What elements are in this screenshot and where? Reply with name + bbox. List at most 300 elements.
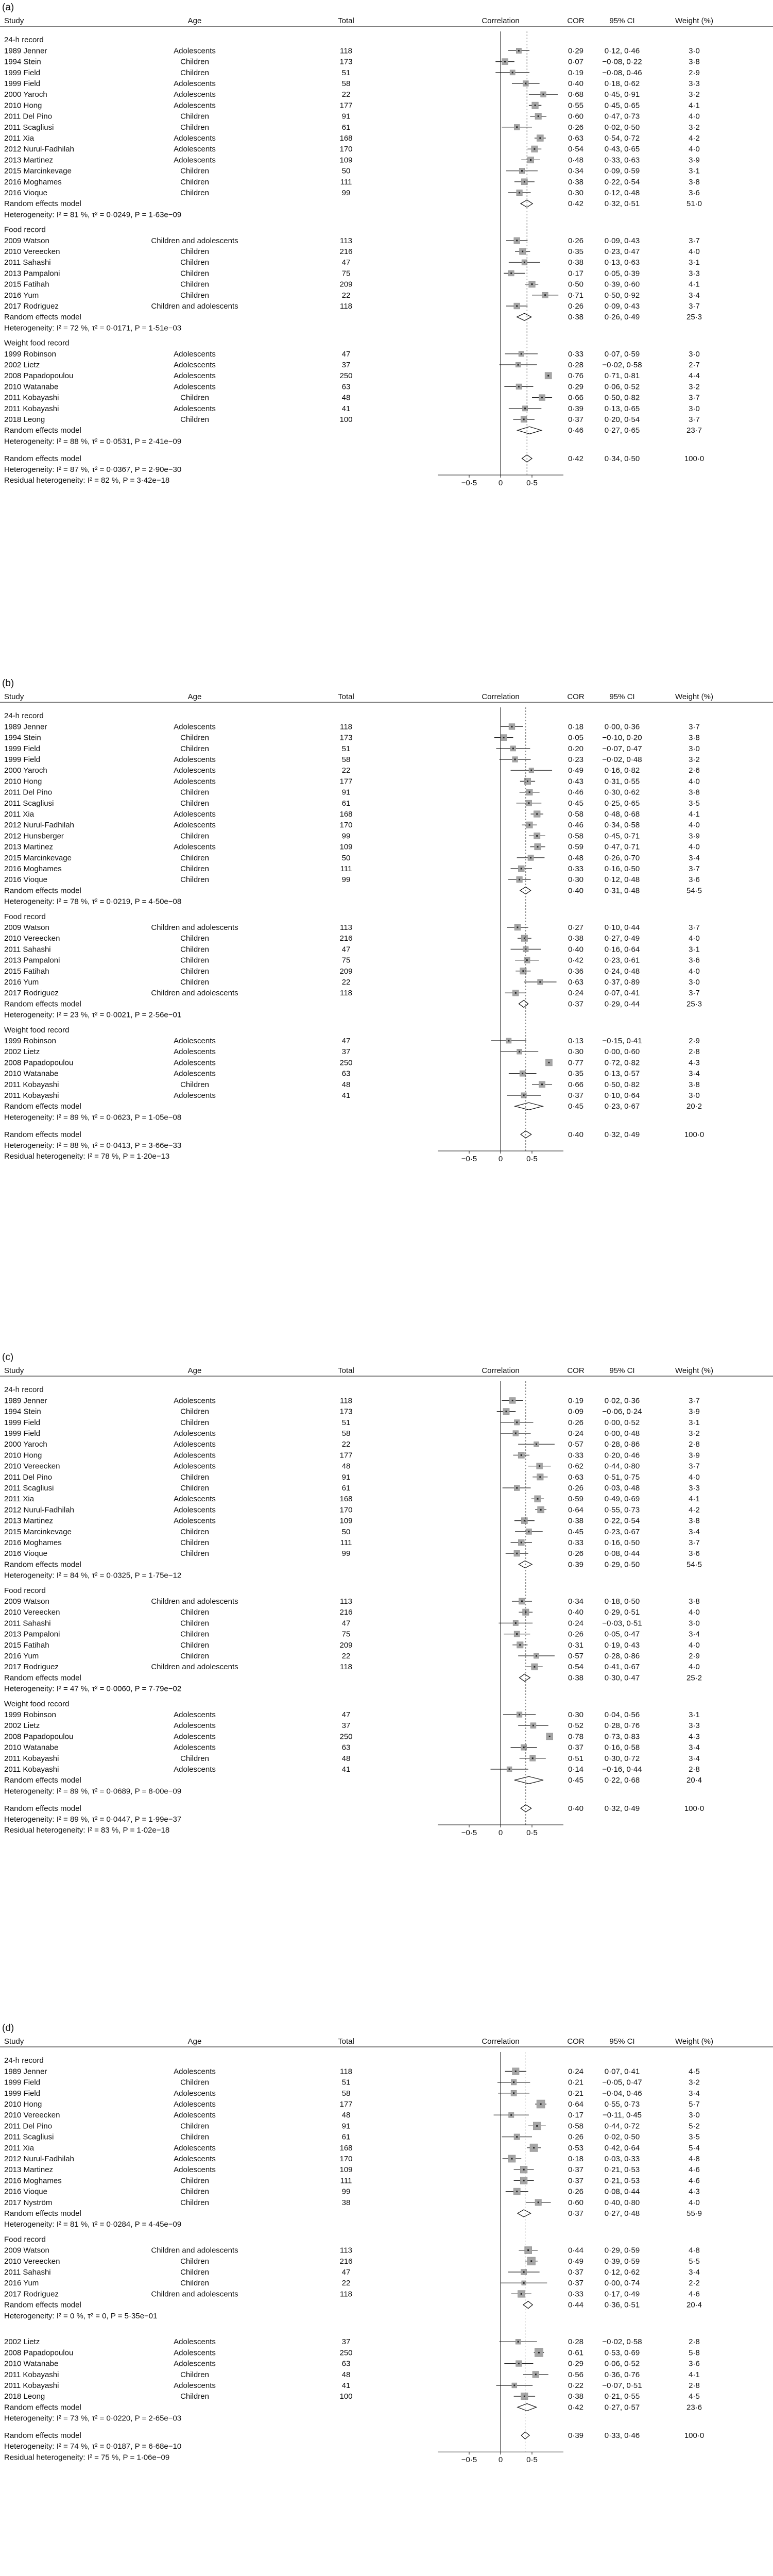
subgroup-summary [4, 999, 702, 1008]
study-total: 47 [341, 1037, 351, 1045]
study-ci: 0·47, 0·71 [604, 842, 640, 852]
study-weight: 3·5 [689, 2132, 700, 2142]
point-estimate [536, 2125, 538, 2127]
study-weight: 4·5 [689, 2392, 700, 2401]
study-ci: 0·49, 0·69 [604, 1495, 640, 1504]
group-title: 24-h record [4, 2056, 44, 2065]
point-estimate [521, 1542, 522, 1544]
study-total: 250 [339, 1732, 353, 1741]
point-estimate [532, 1725, 534, 1726]
summary-weight: 25·3 [686, 313, 702, 322]
study-row [4, 1549, 700, 1558]
point-estimate [513, 2081, 514, 2083]
study-row [4, 2188, 700, 2196]
study-cor: 0·20 [568, 744, 584, 753]
study-row [4, 112, 700, 121]
study-total: 109 [339, 842, 353, 852]
study-weight: 4·1 [689, 1495, 700, 1504]
study-cor: 0·46 [568, 821, 584, 830]
study-total: 209 [339, 280, 353, 289]
subgroup-summary [4, 2403, 702, 2412]
study-row [4, 766, 700, 775]
point-estimate [521, 2293, 522, 2295]
subgroup-summary [4, 2301, 702, 2310]
study-cor: 0·26 [568, 2132, 584, 2142]
study-total: 111 [340, 2176, 352, 2185]
study-weight: 3·0 [689, 1619, 700, 1628]
point-estimate [509, 1769, 510, 1770]
study-age: Adolescents [174, 777, 216, 786]
study-ci: 0·28, 0·76 [604, 1721, 640, 1731]
study-ci: 0·09, 0·43 [604, 302, 640, 311]
study-total: 111 [340, 1538, 352, 1547]
study-cor: 0·53 [568, 2143, 584, 2153]
study-row [4, 46, 700, 55]
point-estimate [513, 2092, 514, 2094]
study-total: 61 [341, 799, 351, 808]
study-ci: 0·06, 0·52 [604, 2359, 640, 2368]
study-ci: 0·00, 0·48 [604, 1429, 640, 1438]
point-estimate [523, 2169, 525, 2171]
point-estimate [519, 1051, 520, 1053]
study-weight: 3·3 [689, 1721, 700, 1731]
study-ci: 0·50, 0·82 [604, 393, 640, 402]
header-cor: COR [567, 692, 585, 701]
study-total: 111 [340, 865, 352, 873]
point-estimate [524, 181, 525, 182]
study-row [4, 1429, 700, 1438]
point-estimate [503, 737, 505, 738]
study-ci: 0·16, 0·82 [604, 766, 640, 775]
study-weight: 4·1 [689, 280, 700, 289]
study-total: 99 [341, 1549, 351, 1558]
point-estimate [519, 879, 520, 880]
point-estimate [512, 1400, 513, 1401]
study-cor: 0·76 [568, 371, 584, 381]
point-estimate [536, 814, 538, 815]
overall-weight: 100·0 [684, 1130, 705, 1139]
study-row [4, 236, 700, 245]
study-cor: 0·66 [568, 1080, 584, 1089]
study-total: 47 [341, 258, 351, 267]
study-age: Adolescents [174, 2089, 216, 2098]
study-weight: 2·9 [689, 1037, 700, 1045]
study-total: 75 [341, 1630, 351, 1639]
study-ci: 0·43, 0·65 [604, 145, 640, 154]
point-estimate [518, 50, 520, 52]
study-weight: 3·7 [689, 722, 700, 732]
summary-cor: 0·38 [568, 1673, 584, 1683]
summary-label: Random effects model [4, 999, 81, 1009]
point-estimate [516, 1487, 518, 1489]
study-row [4, 2100, 700, 2109]
point-estimate [521, 868, 522, 870]
group-title: Food record [4, 912, 46, 921]
overall-ci: 0·34, 0·50 [604, 454, 640, 463]
point-estimate [525, 83, 526, 84]
study-row [4, 371, 700, 380]
group-title: 24-h record [4, 36, 44, 45]
study-cor: 0·60 [568, 2198, 584, 2207]
study-cor: 0·19 [568, 1396, 584, 1405]
study-age: Children [180, 945, 209, 954]
study-age: Children [180, 1640, 209, 1650]
x-tick-label: 0·5 [526, 2455, 538, 2465]
study-row [4, 744, 700, 753]
summary-weight: 54·5 [686, 1560, 702, 1569]
study-row [4, 2155, 700, 2163]
study-cor: 0·30 [568, 1710, 584, 1719]
study-name: 2011 Xia [4, 134, 35, 143]
point-estimate [547, 375, 549, 377]
summary-label: Random effects model [4, 1673, 81, 1683]
study-name: 2008 Papadopoulou [4, 1732, 74, 1741]
summary-ci: 0·32, 0·51 [604, 199, 640, 209]
study-age: Adolescents [174, 1091, 216, 1100]
study-cor: 0·17 [568, 2111, 584, 2120]
study-row [4, 1597, 700, 1606]
header-age: Age [187, 2037, 202, 2046]
study-row [4, 1732, 700, 1741]
study-age: Children and adolescents [151, 236, 238, 245]
summary-diamond [514, 1776, 543, 1784]
point-estimate [534, 1666, 535, 1668]
study-total: 37 [341, 361, 351, 369]
study-total: 47 [341, 349, 351, 359]
study-ci: 0·71, 0·81 [604, 371, 640, 381]
heterogeneity-text: Heterogeneity: I² = 72 %, τ² = 0·0171, P = 1·51e−03 [4, 324, 182, 333]
study-row [4, 1047, 700, 1056]
study-name: 2015 Fatihah [4, 967, 49, 976]
study-weight: 3·8 [689, 1080, 700, 1089]
study-ci: 0·07, 0·41 [604, 2067, 640, 2076]
study-row [4, 2257, 700, 2266]
study-name: 2011 Xia [4, 2143, 35, 2153]
study-row [4, 2337, 700, 2346]
study-age: Adolescents [174, 2100, 216, 2109]
study-cor: 0·63 [568, 978, 584, 987]
study-name: 2009 Watson [4, 1597, 49, 1606]
study-weight: 3·9 [689, 1451, 700, 1460]
study-ci: 0·21, 0·53 [604, 2176, 640, 2185]
study-ci: 0·41, 0·67 [604, 1663, 640, 1672]
study-weight: 3·9 [689, 1407, 700, 1416]
study-ci: 0·23, 0·67 [604, 1527, 640, 1536]
study-weight: 3·6 [689, 956, 700, 965]
study-ci: 0·55, 0·73 [604, 2100, 640, 2109]
summary-weight: 25·3 [686, 999, 702, 1009]
study-cor: 0·19 [568, 68, 584, 77]
study-ci: 0·22, 0·54 [604, 1516, 640, 1526]
study-ci: 0·03, 0·48 [604, 1484, 640, 1493]
study-row [4, 2198, 700, 2207]
study-ci: −0·06, 0·24 [602, 1407, 642, 1416]
study-total: 58 [341, 1429, 351, 1438]
study-weight: 3·3 [689, 1484, 700, 1493]
summary-cor: 0·37 [568, 999, 584, 1009]
study-name: 2013 Martinez [4, 1516, 54, 1526]
study-cor: 0·30 [568, 875, 584, 885]
study-weight: 3·8 [689, 1516, 700, 1526]
study-cor: 0·64 [568, 2100, 584, 2109]
study-age: Children [180, 393, 209, 402]
study-ci: 0·12, 0·62 [604, 2268, 640, 2277]
study-name: 2011 Sahashi [4, 945, 51, 954]
study-name: 1989 Jenner [4, 2067, 47, 2076]
study-name: 2010 Vereecken [4, 2111, 60, 2120]
study-ci: 0·00, 0·36 [604, 722, 640, 732]
study-row [4, 989, 700, 997]
study-cor: 0·33 [568, 2290, 584, 2299]
study-name: 2010 Watanabe [4, 1743, 59, 1752]
study-row [4, 302, 700, 311]
study-name: 2008 Papadopoulou [4, 371, 74, 381]
study-name: 2010 Vereecken [4, 1462, 60, 1471]
x-tick-label: 0·5 [526, 479, 538, 488]
study-ci: 0·12, 0·48 [604, 875, 640, 885]
study-ci: 0·45, 0·91 [604, 90, 640, 99]
study-age: Adolescents [174, 1440, 216, 1449]
study-age: Children [180, 934, 209, 943]
study-age: Children [180, 189, 209, 197]
study-cor: 0·18 [568, 2155, 584, 2163]
study-weight: 2·8 [689, 1440, 700, 1449]
header-study: Study [4, 692, 24, 701]
study-ci: 0·09, 0·43 [604, 236, 640, 245]
point-estimate [504, 61, 506, 62]
study-ci: 0·23, 0·61 [604, 956, 640, 965]
summary-cor: 0·46 [568, 426, 584, 435]
study-cor: 0·07 [568, 57, 584, 66]
study-weight: 3·0 [689, 349, 700, 359]
point-estimate [539, 981, 541, 983]
study-row [4, 134, 700, 143]
study-total: 170 [339, 821, 353, 830]
study-cor: 0·21 [568, 2078, 584, 2087]
study-ci: 0·16, 0·50 [604, 1538, 640, 1547]
point-estimate [521, 353, 522, 354]
study-cor: 0·51 [568, 1754, 584, 1763]
study-ci: 0·30, 0·72 [604, 1754, 640, 1763]
group-title: Food record [4, 2235, 46, 2244]
study-age: Children [180, 166, 209, 176]
study-row [4, 1396, 700, 1405]
study-weight: 4·0 [689, 1608, 700, 1617]
study-ci: 0·00, 0·60 [604, 1047, 640, 1057]
study-ci: 0·23, 0·47 [604, 247, 640, 256]
study-cor: 0·33 [568, 865, 584, 873]
point-estimate [540, 2104, 542, 2105]
header-total: Total [338, 1366, 354, 1375]
study-cor: 0·48 [568, 853, 584, 862]
study-cor: 0·37 [568, 2279, 584, 2288]
heterogeneity-text: Heterogeneity: I² = 88 %, τ² = 0·0531, P = 2·41e−09 [4, 437, 182, 446]
study-total: 51 [341, 1418, 351, 1427]
study-ci: 0·37, 0·89 [604, 978, 640, 987]
study-name: 1989 Jenner [4, 46, 47, 56]
study-age: Children [180, 744, 209, 753]
study-name: 2016 Vioque [4, 2187, 47, 2196]
study-name: 2016 Vioque [4, 189, 47, 197]
subgroup-summary [4, 886, 702, 895]
study-cor: 0·40 [568, 79, 584, 88]
study-row [4, 1440, 700, 1449]
overall-cor: 0·42 [568, 454, 584, 463]
study-total: 22 [341, 978, 351, 987]
study-row [4, 1080, 700, 1089]
study-ci: 0·30, 0·62 [604, 788, 640, 797]
study-name: 2009 Watson [4, 2246, 49, 2255]
study-ci: 0·12, 0·46 [604, 46, 640, 56]
study-ci: 0·02, 0·50 [604, 2132, 640, 2142]
study-cor: 0·38 [568, 2392, 584, 2401]
study-age: Adolescents [174, 101, 216, 110]
study-total: 61 [341, 123, 351, 132]
study-age: Adolescents [174, 2381, 216, 2390]
study-total: 216 [339, 1608, 353, 1617]
study-name: 1994 Stein [4, 1407, 41, 1416]
study-name: 1999 Field [4, 2089, 41, 2098]
forest-panel-a [0, 2, 773, 487]
study-total: 91 [341, 788, 351, 797]
study-weight: 5·8 [689, 2348, 700, 2358]
study-name: 2011 Kobayashi [4, 2370, 59, 2379]
point-estimate [536, 1655, 537, 1657]
study-name: 2017 Rodriguez [4, 2290, 59, 2299]
study-name: 2010 Watanabe [4, 382, 59, 392]
study-age: Adolescents [174, 79, 216, 88]
study-cor: 0·24 [568, 1619, 584, 1628]
study-weight: 5·7 [689, 2100, 700, 2109]
study-weight: 3·8 [689, 733, 700, 742]
study-ci: 0·02, 0·50 [604, 123, 640, 132]
study-total: 47 [341, 1619, 351, 1628]
study-age: Children [180, 2370, 209, 2379]
study-row [4, 1608, 700, 1617]
study-name: 2010 Watanabe [4, 2359, 59, 2368]
study-row [4, 156, 700, 164]
study-ci: −0·07, 0·51 [602, 2381, 642, 2390]
study-age: Adolescents [174, 134, 216, 143]
study-ci: 0·36, 0·76 [604, 2370, 640, 2379]
study-total: 51 [341, 68, 351, 77]
study-weight: 4·0 [689, 1640, 700, 1650]
study-weight: 3·2 [689, 2078, 700, 2087]
study-cor: 0·45 [568, 799, 584, 808]
study-age: Children [180, 258, 209, 267]
point-estimate [516, 2136, 518, 2138]
summary-label: Random effects model [4, 1776, 81, 1785]
x-tick-label: 0·5 [526, 1828, 538, 1838]
overall-label: Random effects model [4, 1130, 81, 1139]
study-total: 170 [339, 2155, 353, 2163]
point-estimate [536, 1444, 537, 1445]
study-age: Children [180, 956, 209, 965]
point-estimate [530, 159, 531, 161]
study-weight: 3·0 [689, 1091, 700, 1100]
study-total: 50 [341, 853, 351, 862]
study-row [4, 247, 700, 256]
study-cor: 0·57 [568, 1652, 584, 1660]
study-age: Children [180, 1619, 209, 1628]
subgroup-summary [4, 2209, 702, 2218]
summary-ci: 0·29, 0·50 [604, 1560, 640, 1569]
study-weight: 5·5 [689, 2257, 700, 2266]
study-total: 63 [341, 1069, 351, 1078]
study-row [4, 404, 700, 413]
point-estimate [512, 748, 514, 749]
study-weight: 4·0 [689, 1663, 700, 1672]
study-cor: 0·13 [568, 1037, 584, 1045]
study-weight: 4·0 [689, 934, 700, 943]
point-estimate [549, 1736, 551, 1737]
study-weight: 2·8 [689, 2381, 700, 2390]
study-cor: 0·49 [568, 766, 584, 775]
summary-diamond [517, 313, 531, 320]
study-weight: 3·6 [689, 189, 700, 197]
study-total: 63 [341, 2359, 351, 2368]
study-row [4, 2348, 700, 2357]
header-ci: 95% CI [609, 1366, 635, 1375]
study-cor: 0·27 [568, 923, 584, 932]
study-row [4, 967, 700, 976]
study-name: 2011 Del Pino [4, 1472, 53, 1482]
study-name: 2011 Kobayashi [4, 1080, 59, 1089]
x-tick-label: 0 [498, 1155, 503, 1164]
header-ci: 95% CI [609, 2037, 635, 2046]
point-estimate [515, 1622, 517, 1624]
study-row [4, 1743, 700, 1752]
study-ci: 0·53, 0·69 [604, 2348, 640, 2358]
summary-cor: 0·37 [568, 2209, 584, 2218]
study-age: Children [180, 967, 209, 976]
study-cor: 0·26 [568, 1549, 584, 1558]
study-weight: 4·0 [689, 777, 700, 786]
study-total: 41 [341, 1091, 351, 1100]
point-estimate [511, 2158, 512, 2160]
study-name: 2000 Yaroch [4, 90, 47, 99]
study-name: 2011 Scagliusi [4, 1484, 54, 1493]
study-cor: 0·54 [568, 1663, 584, 1672]
study-total: 168 [339, 2143, 353, 2153]
summary-label: Random effects model [4, 1560, 81, 1569]
study-age: Children [180, 2392, 209, 2401]
study-ci: 0·04, 0·56 [604, 1710, 640, 1719]
study-row [4, 2290, 700, 2298]
study-ci: 0·03, 0·33 [604, 2155, 640, 2163]
study-cor: 0·54 [568, 145, 584, 154]
point-estimate [524, 408, 526, 409]
study-name: 2016 Moghames [4, 1538, 62, 1547]
study-name: 2011 Scagliusi [4, 123, 54, 132]
study-total: 170 [339, 1505, 353, 1515]
study-total: 48 [341, 393, 351, 402]
study-cor: 0·37 [568, 1091, 584, 1100]
study-weight: 3·7 [689, 302, 700, 311]
study-cor: 0·55 [568, 101, 584, 110]
study-age: Children [180, 853, 209, 862]
header-weight: Weight (%) [675, 2037, 713, 2046]
study-cor: 0·28 [568, 361, 584, 369]
study-cor: 0·34 [568, 1597, 584, 1606]
point-estimate [518, 364, 519, 366]
study-row [4, 810, 700, 819]
study-ci: 0·26, 0·70 [604, 853, 640, 862]
overall-summary [4, 1130, 704, 1139]
study-ci: 0·31, 0·55 [604, 777, 640, 786]
study-name: 2009 Watson [4, 923, 49, 932]
study-name: 2017 Nyström [4, 2198, 53, 2207]
